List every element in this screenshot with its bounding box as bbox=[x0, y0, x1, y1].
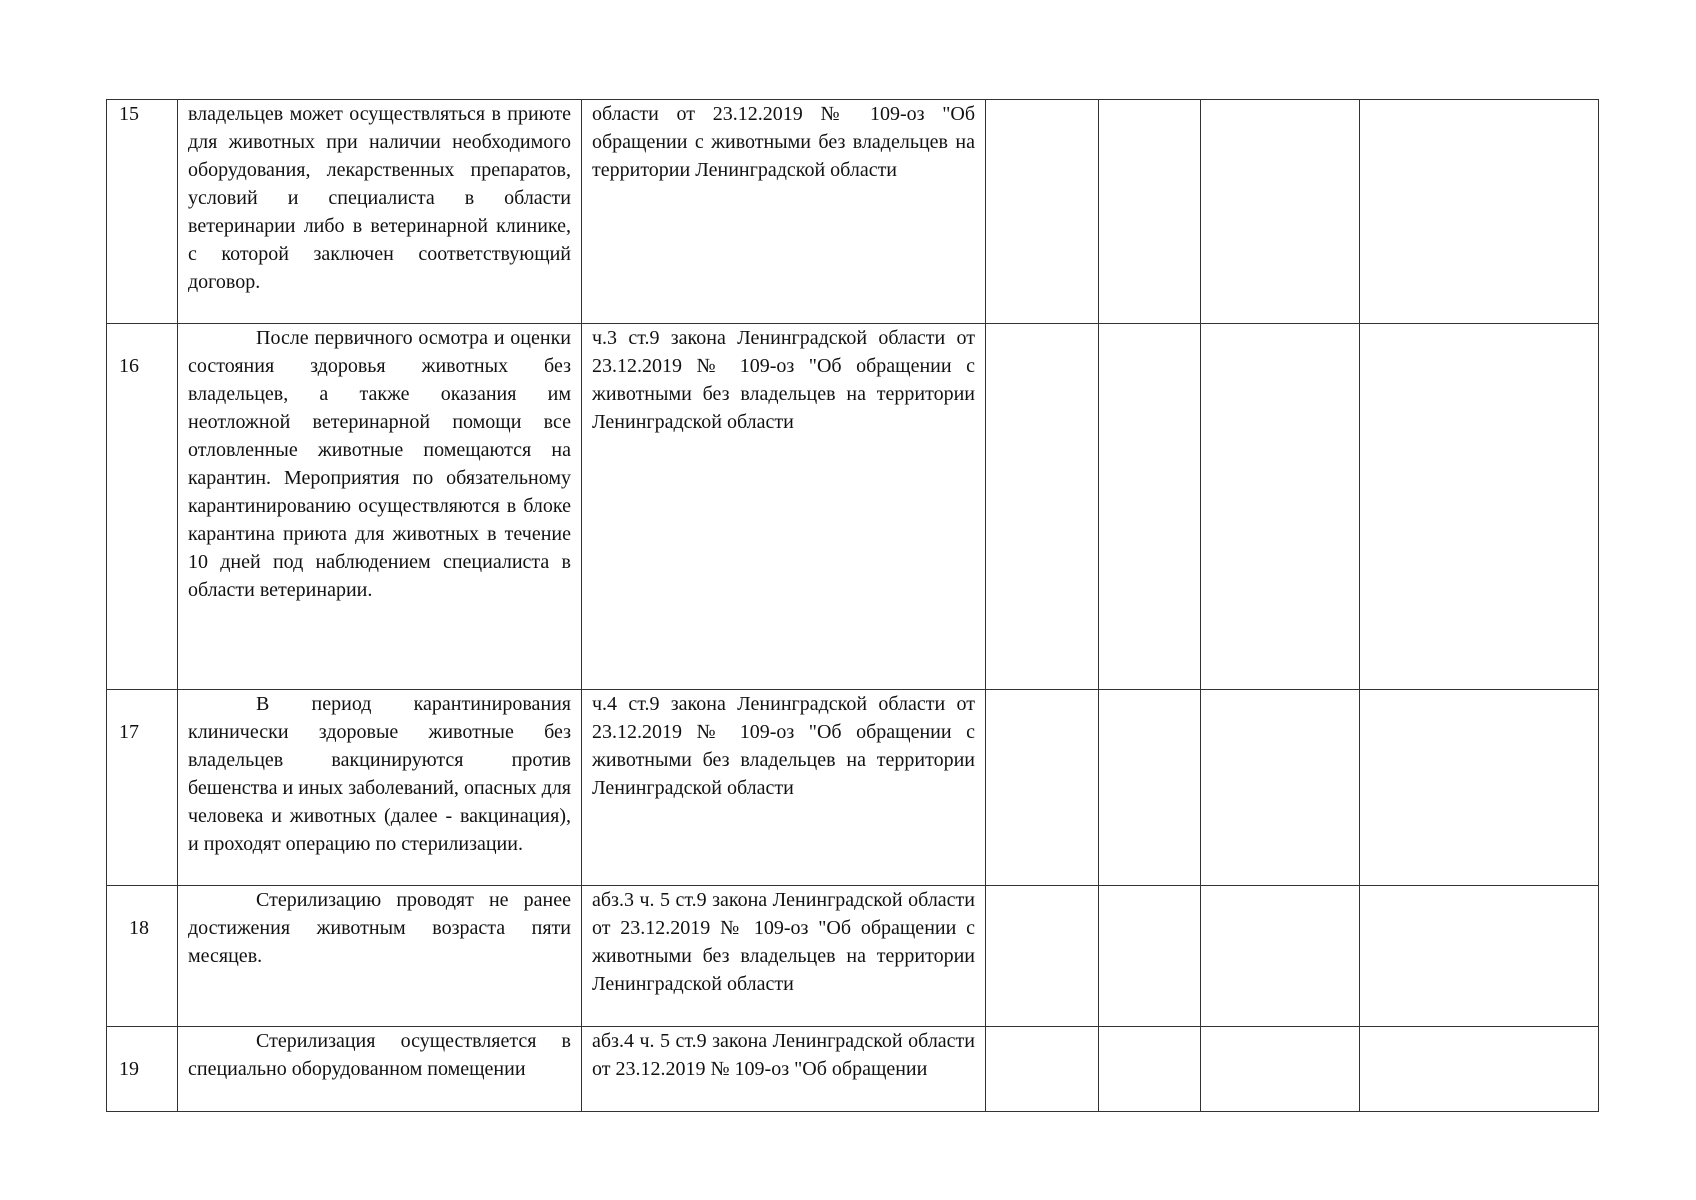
requirement-cell bbox=[178, 690, 582, 886]
table-row bbox=[107, 1027, 1599, 1112]
law-reference-text: абз.4 ч. 5 ст.9 закона Ленинградской области от 23.12.2019 № 109-оз "Об обращении bbox=[592, 1030, 975, 1080]
law-reference-text: ч.3 ст.9 закона Ленинградской области от 23.12.2019 № 109-оз "Об обращении с животными без владельцев на территории Ленинградской области bbox=[592, 327, 975, 433]
empty-cell bbox=[1360, 1027, 1599, 1112]
empty-cell bbox=[986, 886, 1099, 1027]
empty-cell bbox=[1360, 100, 1599, 324]
empty-cell bbox=[1099, 324, 1201, 690]
requirement-cell bbox=[178, 100, 582, 324]
requirement-text: В период карантинирования клинически здоровые животные без владельцев вакцинируются против бешенства и иных заболеваний, опасных для человека и животных (далее - вакцинация), и проходят операцию по стерилизации. bbox=[188, 693, 571, 855]
law-reference-cell bbox=[582, 324, 986, 690]
requirement-text: владельцев может осуществляться в приюте для животных при наличии необходимого оборудования, лекарственных препаратов, условий и специалиста в области ветеринарии либо в ветеринарной клинике, с которой заключен соответствующий договор. bbox=[188, 103, 571, 293]
empty-cell bbox=[986, 1027, 1099, 1112]
empty-cell bbox=[1201, 324, 1360, 690]
empty-cell bbox=[986, 690, 1099, 886]
row-number: 18 bbox=[129, 917, 149, 939]
table-row bbox=[107, 886, 1599, 1027]
requirement-text: После первичного осмотра и оценки состояния здоровья животных без владельцев, а также оказания им неотложной ветеринарной помощи все отловленные животные помещаются на карантин. Мероприятия по обязательному карантинированию осуществляются в блоке карантина приюта для животных в течение 10 дней под наблюдением специалиста в области ветеринарии. bbox=[188, 327, 571, 601]
law-reference-cell bbox=[582, 690, 986, 886]
row-number: 15 bbox=[119, 103, 139, 125]
empty-cell bbox=[1201, 886, 1360, 1027]
row-number-cell bbox=[107, 886, 178, 1027]
law-reference-text: абз.3 ч. 5 ст.9 закона Ленинградской области от 23.12.2019 № 109-оз "Об обращении с животными без владельцев на территории Ленинградской области bbox=[592, 889, 975, 995]
empty-cell bbox=[1099, 690, 1201, 886]
requirement-cell bbox=[178, 324, 582, 690]
law-reference-text: ч.4 ст.9 закона Ленинградской области от 23.12.2019 № 109-оз "Об обращении с животными без владельцев на территории Ленинградской области bbox=[592, 693, 975, 799]
empty-cell bbox=[986, 100, 1099, 324]
empty-cell bbox=[1360, 886, 1599, 1027]
row-number-cell bbox=[107, 324, 178, 690]
row-number: 17 bbox=[119, 721, 139, 743]
law-reference-text: области от 23.12.2019 № 109-оз "Об обращении с животными без владельцев на территории Ленинградской области bbox=[592, 103, 975, 181]
table-row bbox=[107, 100, 1599, 324]
requirement-text: Стерилизацию проводят не ранее достижения животным возраста пяти месяцев. bbox=[188, 889, 571, 967]
row-number-cell bbox=[107, 1027, 178, 1112]
empty-cell bbox=[1201, 1027, 1360, 1112]
row-number: 16 bbox=[119, 355, 139, 377]
table-row bbox=[107, 690, 1599, 886]
law-reference-cell bbox=[582, 100, 986, 324]
requirements-table bbox=[106, 99, 1599, 1112]
empty-cell bbox=[1201, 100, 1360, 324]
empty-cell bbox=[1099, 100, 1201, 324]
row-number: 19 bbox=[119, 1058, 139, 1080]
law-reference-cell bbox=[582, 1027, 986, 1112]
law-reference-cell bbox=[582, 886, 986, 1027]
empty-cell bbox=[1201, 690, 1360, 886]
empty-cell bbox=[1099, 886, 1201, 1027]
requirement-text: Стерилизация осуществляется в специально оборудованном помещении bbox=[188, 1030, 571, 1080]
empty-cell bbox=[1099, 1027, 1201, 1112]
row-number-cell bbox=[107, 100, 178, 324]
table-row bbox=[107, 324, 1599, 690]
requirement-cell bbox=[178, 886, 582, 1027]
empty-cell bbox=[1360, 324, 1599, 690]
row-number-cell bbox=[107, 690, 178, 886]
empty-cell bbox=[1360, 690, 1599, 886]
empty-cell bbox=[986, 324, 1099, 690]
requirement-cell bbox=[178, 1027, 582, 1112]
